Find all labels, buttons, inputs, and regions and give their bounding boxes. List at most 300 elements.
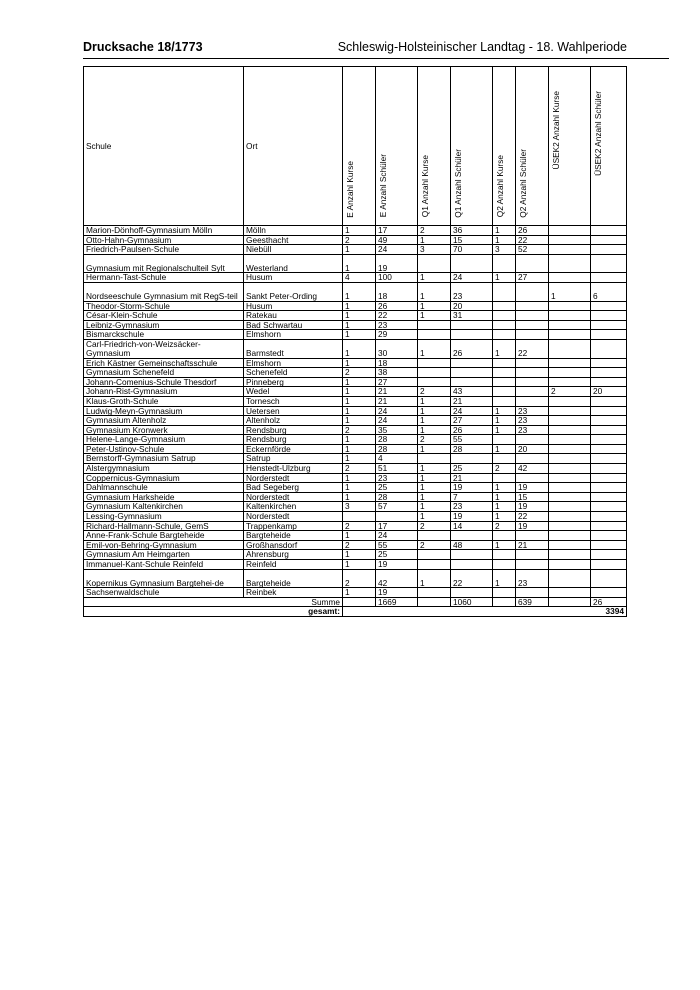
value-cell [549,273,591,283]
value-cell: 2 [493,464,516,474]
table-row [84,377,627,387]
value-cell [591,311,627,321]
table-row [84,282,627,301]
table-row [84,588,627,598]
value-cell: 1 [493,406,516,416]
value-cell [549,330,591,340]
value-cell: 2 [418,521,451,531]
value-cell: 14 [451,521,493,531]
value-cell: 52 [516,245,549,255]
value-cell: 100 [376,273,418,283]
value-cell [493,550,516,560]
location-cell: Wedel [244,387,343,397]
value-cell [493,330,516,340]
value-cell [549,311,591,321]
value-cell [549,245,591,255]
value-cell [549,550,591,560]
value-cell: 1 [418,492,451,502]
value-cell [376,512,418,522]
col-header-usek2-kurse: ÜSEK2 Anzahl Kurse [549,67,591,226]
table-row [84,273,627,283]
col-header-e-schueler: E Anzahl Schüler [376,67,418,226]
table-row [84,330,627,340]
school-name-cell: Gymnasium Kaltenkirchen [84,502,244,512]
value-cell [516,330,549,340]
location-cell: Norderstedt [244,473,343,483]
value-cell [591,550,627,560]
value-cell: 2 [418,540,451,550]
location-cell: Kaltenkirchen [244,502,343,512]
value-cell: 38 [376,368,418,378]
value-cell: 1 [343,406,376,416]
location-cell: Bargteheide [244,569,343,588]
value-cell [591,569,627,588]
value-cell [549,444,591,454]
value-cell [516,454,549,464]
value-cell: 27 [376,377,418,387]
value-cell: 25 [376,550,418,560]
value-cell [418,368,451,378]
table-row [84,320,627,330]
value-cell: 1 [493,339,516,358]
value-cell: 2 [343,464,376,474]
location-cell: Elmshorn [244,358,343,368]
value-cell [591,226,627,236]
value-cell: 1 [418,473,451,483]
value-cell: 1 [418,464,451,474]
value-cell: 1 [493,540,516,550]
value-cell: 1 [343,254,376,273]
value-cell [549,301,591,311]
value-cell: 1 [418,444,451,454]
value-cell [516,254,549,273]
value-cell: 42 [516,464,549,474]
value-cell: 1 [418,339,451,358]
value-cell [516,320,549,330]
value-cell: 25 [376,483,418,493]
table-row [84,464,627,474]
value-cell: 19 [376,560,418,570]
location-cell: Ratekau [244,311,343,321]
value-cell: 1 [343,320,376,330]
location-cell: Reinfeld [244,560,343,570]
value-cell: 24 [376,245,418,255]
value-cell: 22 [516,235,549,245]
value-cell: 1 [343,387,376,397]
location-cell: Elmshorn [244,330,343,340]
value-cell [549,588,591,598]
school-name-cell: Hermann-Tast-Schule [84,273,244,283]
value-cell: 2 [343,569,376,588]
value-cell [549,435,591,445]
value-cell: 26 [516,226,549,236]
sum-cell-empty [418,597,451,607]
total-row [84,607,627,617]
document-number: Drucksache 18/1773 [83,40,203,54]
value-cell [549,521,591,531]
school-name-cell: Bismarckschule [84,330,244,340]
school-name-cell: Ludwig-Meyn-Gymnasium [84,406,244,416]
value-cell [516,311,549,321]
value-cell: 23 [451,502,493,512]
value-cell: 1 [418,502,451,512]
table-row [84,502,627,512]
value-cell [549,473,591,483]
value-cell [549,492,591,502]
school-name-cell: Gymnasium Am Heimgarten [84,550,244,560]
value-cell: 27 [516,273,549,283]
value-cell [418,531,451,541]
value-cell: 24 [376,416,418,426]
value-cell: 1 [343,301,376,311]
value-cell: 1 [493,483,516,493]
value-cell: 21 [516,540,549,550]
value-cell [451,320,493,330]
value-cell [591,320,627,330]
col-header-e-kurse: E Anzahl Kurse [343,67,376,226]
value-cell [549,377,591,387]
school-name-cell: Gymnasium Kronwerk [84,425,244,435]
value-cell: 1 [343,245,376,255]
value-cell: 1 [343,560,376,570]
value-cell [549,358,591,368]
value-cell: 2 [343,368,376,378]
table-row [84,416,627,426]
value-cell: 1 [343,226,376,236]
value-cell [516,358,549,368]
location-cell: Sankt Peter-Ording [244,282,343,301]
value-cell: 23 [376,320,418,330]
sum-q2-schueler: 639 [516,597,549,607]
table-row [84,483,627,493]
sum-cell-empty [343,597,376,607]
school-name-cell: Gymnasium Altenholz [84,416,244,426]
value-cell: 1 [418,282,451,301]
value-cell: 26 [376,301,418,311]
value-cell [451,358,493,368]
value-cell [493,368,516,378]
value-cell [516,588,549,598]
value-cell [591,425,627,435]
total-value: 3394 [343,607,627,617]
value-cell [591,473,627,483]
value-cell [418,330,451,340]
school-name-cell: Gymnasium Harksheide [84,492,244,502]
value-cell [591,435,627,445]
value-cell [418,588,451,598]
col-header-q2-kurse: Q2 Anzahl Kurse [493,67,516,226]
value-cell: 28 [376,492,418,502]
value-cell [451,550,493,560]
value-cell [451,454,493,464]
value-cell: 1 [418,235,451,245]
location-cell: Reinbek [244,588,343,598]
value-cell [549,569,591,588]
table-row [84,569,627,588]
value-cell [591,416,627,426]
location-cell: Bad Schwartau [244,320,343,330]
value-cell: 2 [418,226,451,236]
value-cell [591,512,627,522]
value-cell [451,330,493,340]
value-cell: 1 [493,512,516,522]
value-cell: 22 [376,311,418,321]
value-cell [591,454,627,464]
value-cell [591,330,627,340]
value-cell [549,235,591,245]
value-cell [591,339,627,358]
col-header-q1-schueler: Q1 Anzahl Schüler [451,67,493,226]
value-cell [516,368,549,378]
value-cell: 1 [418,425,451,435]
value-cell: 23 [451,282,493,301]
value-cell: 21 [376,387,418,397]
school-name-cell: Gymnasium Schenefeld [84,368,244,378]
value-cell [418,320,451,330]
value-cell: 23 [376,473,418,483]
table-row [84,226,627,236]
school-name-cell: Theodor-Storm-Schule [84,301,244,311]
value-cell [493,473,516,483]
value-cell [549,540,591,550]
location-cell: Husum [244,301,343,311]
value-cell [591,444,627,454]
value-cell: 1 [493,569,516,588]
value-cell [549,339,591,358]
location-cell: Uetersen [244,406,343,416]
value-cell [591,521,627,531]
table-row [84,396,627,406]
value-cell [418,560,451,570]
col-header-usek2-schueler: ÜSEK2 Anzahl Schüler [591,67,627,226]
table-row [84,311,627,321]
value-cell: 1 [493,416,516,426]
value-cell: 23 [516,406,549,416]
table-row [84,358,627,368]
value-cell: 6 [591,282,627,301]
value-cell [418,377,451,387]
value-cell: 23 [516,416,549,426]
parliament-title: Schleswig-Holsteinischer Landtag - 18. Wahlperiode [337,40,627,54]
school-name-cell: Anne-Frank-Schule Bargteheide [84,531,244,541]
value-cell: 1 [343,435,376,445]
location-cell: Westerland [244,254,343,273]
school-name-cell: Johann-Rist-Gymnasium [84,387,244,397]
value-cell [516,387,549,397]
value-cell [493,311,516,321]
value-cell [451,560,493,570]
value-cell: 23 [516,425,549,435]
value-cell: 2 [343,521,376,531]
value-cell: 4 [343,273,376,283]
location-cell: Schenefeld [244,368,343,378]
value-cell: 20 [516,444,549,454]
school-name-cell: Dahlmannschule [84,483,244,493]
value-cell: 1 [418,273,451,283]
school-name-cell: Friedrich-Paulsen-Schule [84,245,244,255]
value-cell: 20 [591,387,627,397]
value-cell [343,512,376,522]
value-cell: 1 [493,502,516,512]
value-cell [493,588,516,598]
school-name-cell: Immanuel-Kant-Schule Reinfeld [84,560,244,570]
value-cell: 15 [451,235,493,245]
col-header-ort: Ort [244,67,343,226]
value-cell [591,301,627,311]
value-cell: 2 [418,435,451,445]
value-cell: 1 [549,282,591,301]
location-cell: Husum [244,273,343,283]
table-row [84,550,627,560]
value-cell: 21 [376,396,418,406]
sum-cell-empty [549,597,591,607]
value-cell [591,464,627,474]
page-header [83,40,627,56]
value-cell: 15 [516,492,549,502]
value-cell: 25 [451,464,493,474]
value-cell [451,254,493,273]
value-cell [493,358,516,368]
school-name-cell: Carl-Friedrich-von-Weizsäcker-Gymnasium [84,339,244,358]
school-name-cell: Coppernicus-Gymnasium [84,473,244,483]
location-cell: Ahrensburg [244,550,343,560]
location-cell: Henstedt-Ulzburg [244,464,343,474]
value-cell: 1 [343,396,376,406]
value-cell [591,560,627,570]
value-cell: 1 [343,377,376,387]
location-cell: Trappenkamp [244,521,343,531]
value-cell: 19 [451,483,493,493]
value-cell: 22 [451,569,493,588]
value-cell: 24 [451,406,493,416]
location-cell: Barmstedt [244,339,343,358]
value-cell [591,492,627,502]
school-name-cell: Marion-Dönhoff-Gymnasium Mölln [84,226,244,236]
table-row [84,512,627,522]
value-cell [591,273,627,283]
school-name-cell: Gymnasium mit Regionalschulteil Sylt [84,254,244,273]
value-cell: 55 [451,435,493,445]
value-cell: 4 [376,454,418,464]
school-name-cell: Otto-Hahn-Gymnasium [84,235,244,245]
col-header-schule: Schule [84,67,244,226]
value-cell [549,320,591,330]
value-cell [418,358,451,368]
value-cell: 19 [376,254,418,273]
value-cell: 42 [376,569,418,588]
value-cell: 35 [376,425,418,435]
table-row [84,387,627,397]
value-cell: 7 [451,492,493,502]
table-row [84,368,627,378]
value-cell: 19 [516,502,549,512]
value-cell: 1 [418,406,451,416]
location-cell: Mölln [244,226,343,236]
value-cell [516,435,549,445]
school-name-cell: Bernstorff-Gymnasium Satrup [84,454,244,464]
value-cell: 28 [376,435,418,445]
table-row [84,531,627,541]
value-cell: 2 [549,387,591,397]
value-cell: 1 [343,282,376,301]
location-cell: Rendsburg [244,425,343,435]
value-cell [418,254,451,273]
table-row [84,425,627,435]
school-name-cell: Richard-Hallmann-Schule, GemS [84,521,244,531]
school-name-cell: Lessing-Gymnasium [84,512,244,522]
school-name-cell: Leibniz-Gymnasium [84,320,244,330]
value-cell [516,473,549,483]
value-cell: 2 [343,235,376,245]
location-cell: Bargteheide [244,531,343,541]
value-cell [493,377,516,387]
table-row [84,540,627,550]
school-name-cell: Johann-Comenius-Schule Thesdorf [84,377,244,387]
value-cell [549,416,591,426]
value-cell [549,512,591,522]
value-cell [516,396,549,406]
value-cell: 19 [516,521,549,531]
value-cell: 1 [493,226,516,236]
location-cell: Bad Segeberg [244,483,343,493]
value-cell [591,254,627,273]
location-cell: Tornesch [244,396,343,406]
value-cell: 1 [418,301,451,311]
value-cell [493,387,516,397]
value-cell: 1 [343,358,376,368]
value-cell: 19 [451,512,493,522]
value-cell: 24 [376,406,418,416]
value-cell: 1 [418,396,451,406]
value-cell: 1 [343,473,376,483]
value-cell [591,368,627,378]
value-cell: 55 [376,540,418,550]
table-row [84,245,627,255]
value-cell: 1 [418,311,451,321]
value-cell [549,226,591,236]
value-cell [549,396,591,406]
value-cell: 1 [343,339,376,358]
value-cell: 70 [451,245,493,255]
value-cell [591,588,627,598]
location-cell: Pinneberg [244,377,343,387]
value-cell: 20 [451,301,493,311]
location-cell: Norderstedt [244,492,343,502]
value-cell: 24 [451,273,493,283]
value-cell [549,531,591,541]
table-row [84,454,627,464]
value-cell [516,301,549,311]
value-cell: 26 [451,425,493,435]
value-cell [549,406,591,416]
table-row [84,406,627,416]
value-cell: 1 [343,550,376,560]
value-cell: 1 [343,311,376,321]
value-cell: 1 [493,425,516,435]
header-row [84,67,627,226]
table-row [84,435,627,445]
school-name-cell: Kopernikus Gymnasium Bargtehei-de [84,569,244,588]
location-cell: Rendsburg [244,435,343,445]
value-cell: 22 [516,512,549,522]
value-cell: 1 [343,454,376,464]
value-cell [549,560,591,570]
header-rule [83,58,669,59]
sum-e-schueler: 1669 [376,597,418,607]
value-cell: 2 [343,425,376,435]
value-cell: 30 [376,339,418,358]
value-cell: 49 [376,235,418,245]
